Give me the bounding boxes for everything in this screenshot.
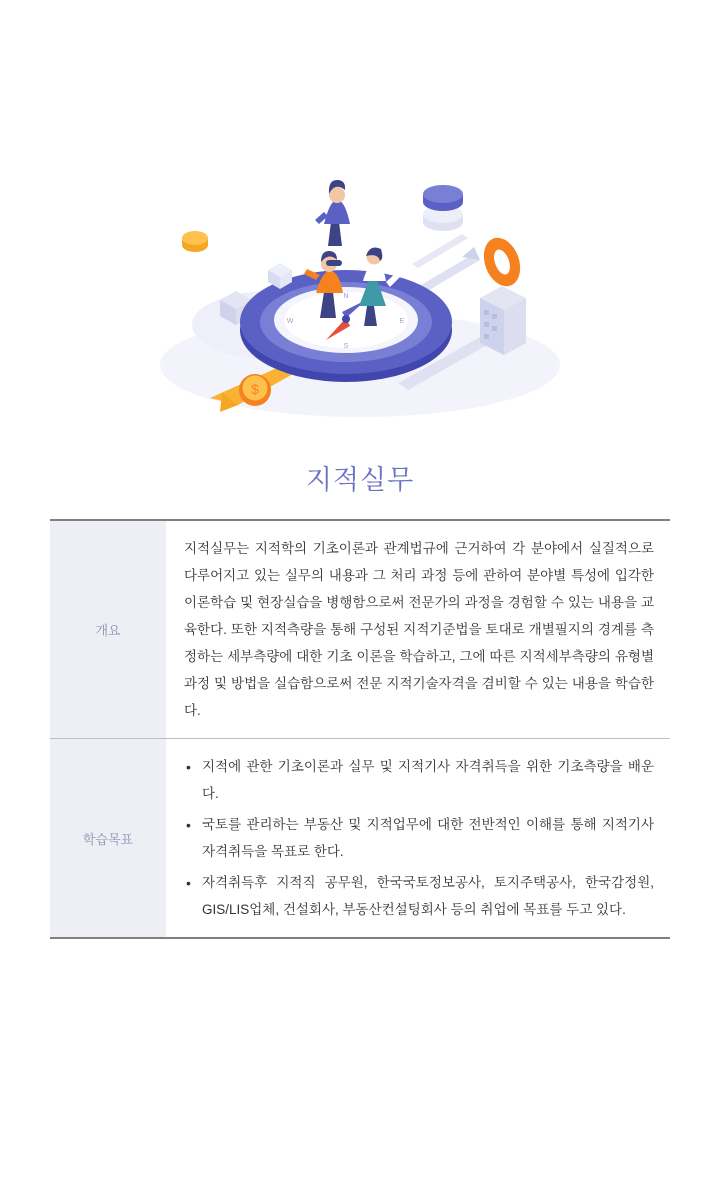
row-content-overview: 지적실무는 지적학의 기초이론과 관계법규에 근거하여 각 분야에서 실질적으로 다루어지고 있는 실무의 내용과 그 처리 과정 등에 관하여 분야별 특성에 입각한 이론학습 및 현장실습을 병행함으로써 전문가의 과정을 경험할 수 있는 내용을 교육한다. 또한 지적측량을 통해 구성된 지적기준법을 토대로 개별필지의 경계를 측정하는 세부측량에 대한 기초 이론을 학습하고, 그에 따른 지적세부측량의 유형별 과정 및 방법을 실습함으로써 전문 지적기술자격을 겸비할 수 있는 내용을 학습한다. xyxy=(184,541,654,718)
list-item: • 국토를 관리하는 부동산 및 지적업무에 대한 전반적인 이해를 통해 지적기사 자격취득을 목표로 한다. xyxy=(184,811,654,865)
svg-text:$: $ xyxy=(251,381,259,397)
svg-text:S: S xyxy=(343,343,349,350)
list-item: • 지적에 관한 기초이론과 실무 및 지적기사 자격취득을 위한 기초측량을 배운다. xyxy=(184,753,654,807)
svg-text:N: N xyxy=(343,293,349,300)
course-info-table xyxy=(50,519,670,939)
table-row xyxy=(50,739,670,939)
table-row xyxy=(50,520,670,739)
hero-illustration-area xyxy=(0,150,720,450)
course-info-page xyxy=(0,150,720,1190)
svg-text:E: E xyxy=(399,318,405,325)
svg-text:W: W xyxy=(286,318,294,325)
row-label-overview: 개요 xyxy=(50,520,166,739)
objectives-list xyxy=(184,753,654,923)
row-content-objectives xyxy=(166,739,670,939)
list-item: • 자격취득후 지적직 공무원, 한국국토정보공사, 토지주택공사, 한국감정원, GIS/LIS업체, 건설회사, 부동산컨설팅회사 등의 취업에 목표를 두고 있다. xyxy=(184,869,654,923)
row-label-objectives: 학습목표 xyxy=(50,739,166,939)
compass-surveying-illustration xyxy=(150,150,570,440)
page-title: 지적실무 xyxy=(305,465,415,495)
